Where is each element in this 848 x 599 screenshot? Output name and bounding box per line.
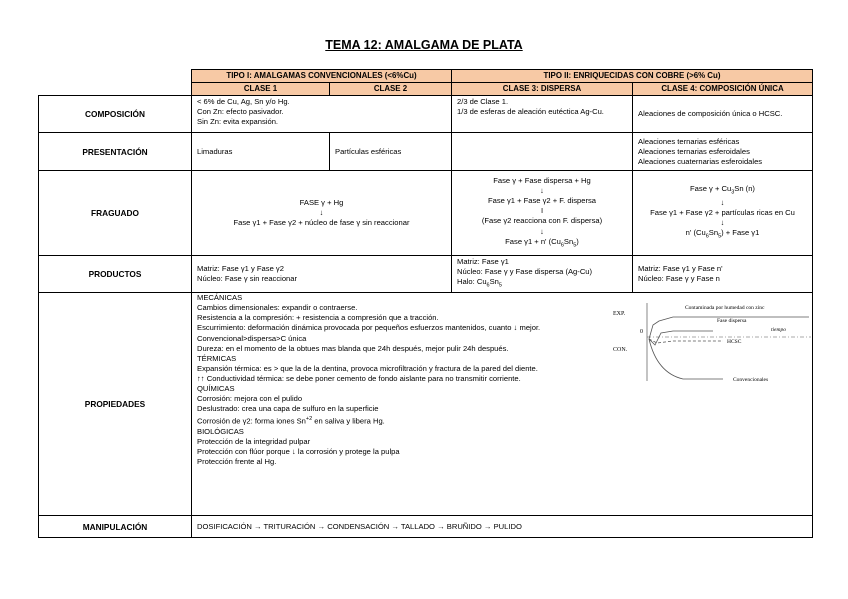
propiedades-content bbox=[192, 293, 813, 516]
header-clase3: CLASE 3: DISPERSA bbox=[452, 83, 633, 96]
presentacion-clase3 bbox=[452, 133, 633, 171]
productos-clase4: Matriz: Fase γ1 y Fase n' Núcleo: Fase γ y Fase n bbox=[633, 256, 813, 293]
presentacion-clase2: Partículas esféricas bbox=[330, 133, 452, 171]
row-label-fraguado: FRAGUADO bbox=[39, 171, 192, 256]
manipulacion-text: DOSIFICACIÓN → TRITURACIÓN → CONDENSACIÓN → TALLADO → BRUÑIDO → PULIDO bbox=[192, 516, 813, 538]
productos-clase3: Matriz: Fase γ1 Núcleo: Fase γ y Fase dispersa (Ag-Cu) Halo: $Cu_6Sn_5$ bbox=[452, 256, 633, 293]
graph-convencionales-label: Convencionales bbox=[733, 377, 769, 384]
graph-exp-label: EXP. bbox=[613, 311, 626, 318]
graph-contaminada-label: Contaminada por humedad con zinc bbox=[685, 305, 765, 312]
productos-tipo1: Matriz: Fase γ1 y Fase γ2 Núcleo: Fase γ sin reaccionar bbox=[192, 256, 452, 293]
row-label-presentacion: PRESENTACIÓN bbox=[39, 133, 192, 171]
fraguado-clase4: Fase $\gamma + Cu_3Sn$ (n) ↓ Fase γ1 + Fase γ2 + partículas ricas en Cu ↓ n' $(Cu_6Sn_5)$ + Fase γ1 bbox=[633, 171, 813, 256]
dimensional-change-graph bbox=[613, 299, 813, 391]
graph-curve-hcsc bbox=[649, 339, 723, 343]
presentacion-clase1: Limaduras bbox=[192, 133, 330, 171]
header-clase2: CLASE 2 bbox=[330, 83, 452, 96]
graph-dispersa-label: Fase dispersa bbox=[717, 318, 747, 325]
composicion-clase3: 2/3 de Clase 1. 1/3 de esferas de aleación eutéctica Ag-Cu. bbox=[452, 96, 633, 133]
header-clase1: CLASE 1 bbox=[192, 83, 330, 96]
header-clase4: CLASE 4: COMPOSICIÓN ÚNICA bbox=[633, 83, 813, 96]
graph-hcsc-label: HCSC bbox=[727, 339, 742, 346]
composicion-tipo1: < 6% de Cu, Ag, Sn y/o Hg. Con Zn: efecto pasivador. Sin Zn: evita expansión. bbox=[192, 96, 452, 133]
row-label-productos: PRODUCTOS bbox=[39, 256, 192, 293]
graph-tiempo-label: tiempo bbox=[771, 327, 786, 334]
row-label-composicion: COMPOSICIÓN bbox=[39, 96, 192, 133]
propiedades-text: MECÁNICAS Cambios dimensionales: expandir o contraerse. Resistencia a la compresión: + resistencia a compresión que a tracción. Escurrimiento: deformación dinámica provocada por pequeños esfuerzos mantenidos, cuanto ↓ mejor. Convencional>dispersa>C única Dureza: en el momento de la obtues mas blanda que 24h después, mejor pulir 24h después. TÉRMICAS Expansión térmica: es > que la de la dentina, provoca microfiltración y fractura de la pared del diente. ↑↑ Conductividad térmica: se debe poner cemento de fondo aislante para no transmitir corriente. QUÍMICAS Corrosión: mejora con el pulido Deslustrado: crea una capa de sulfuro en la superficie Corrosión de γ2: forma iones $Sn^{+2}$ en saliva y libera Hg. BIOLÓGICAS Protección de la integridad pulpar Protección con flúor porque ↓ la corrosión y protege la pulpa Protección frente al Hg. bbox=[197, 293, 541, 467]
graph-curve-convencionales bbox=[649, 339, 723, 379]
graph-con-label: CON. bbox=[613, 347, 628, 354]
graph-zero-label: 0 bbox=[640, 329, 643, 336]
header-tipo1: TIPO I: AMALGAMAS CONVENCIONALES (<6%Cu) bbox=[192, 70, 452, 83]
row-label-propiedades: PROPIEDADES bbox=[39, 293, 192, 516]
fraguado-tipo1: FASE γ + Hg ↓ Fase γ1 + Fase γ2 + núcleo de fase γ sin reaccionar bbox=[192, 171, 452, 256]
page-title: TEMA 12: AMALGAMA DE PLATA bbox=[325, 38, 523, 52]
header-tipo2: TIPO II: ENRIQUECIDAS CON COBRE (>6% Cu) bbox=[452, 70, 813, 83]
composicion-clase4: Aleaciones de composición única o HCSC. bbox=[633, 96, 813, 133]
amalgam-table bbox=[38, 69, 813, 538]
fraguado-clase3: Fase γ + Fase dispersa + Hg ↓ Fase γ1 + Fase γ2 + F. dispersa I (Fase γ2 reacciona con F. dispersa) ↓ Fase γ1 + n' $(Cu_6Sn_5)$ bbox=[452, 171, 633, 256]
presentacion-clase4: Aleaciones ternarias esféricas Aleaciones ternarias esferoidales Aleaciones cuaternarias esferoidales bbox=[633, 133, 813, 171]
row-label-manipulacion: MANIPULACIÓN bbox=[39, 516, 192, 538]
